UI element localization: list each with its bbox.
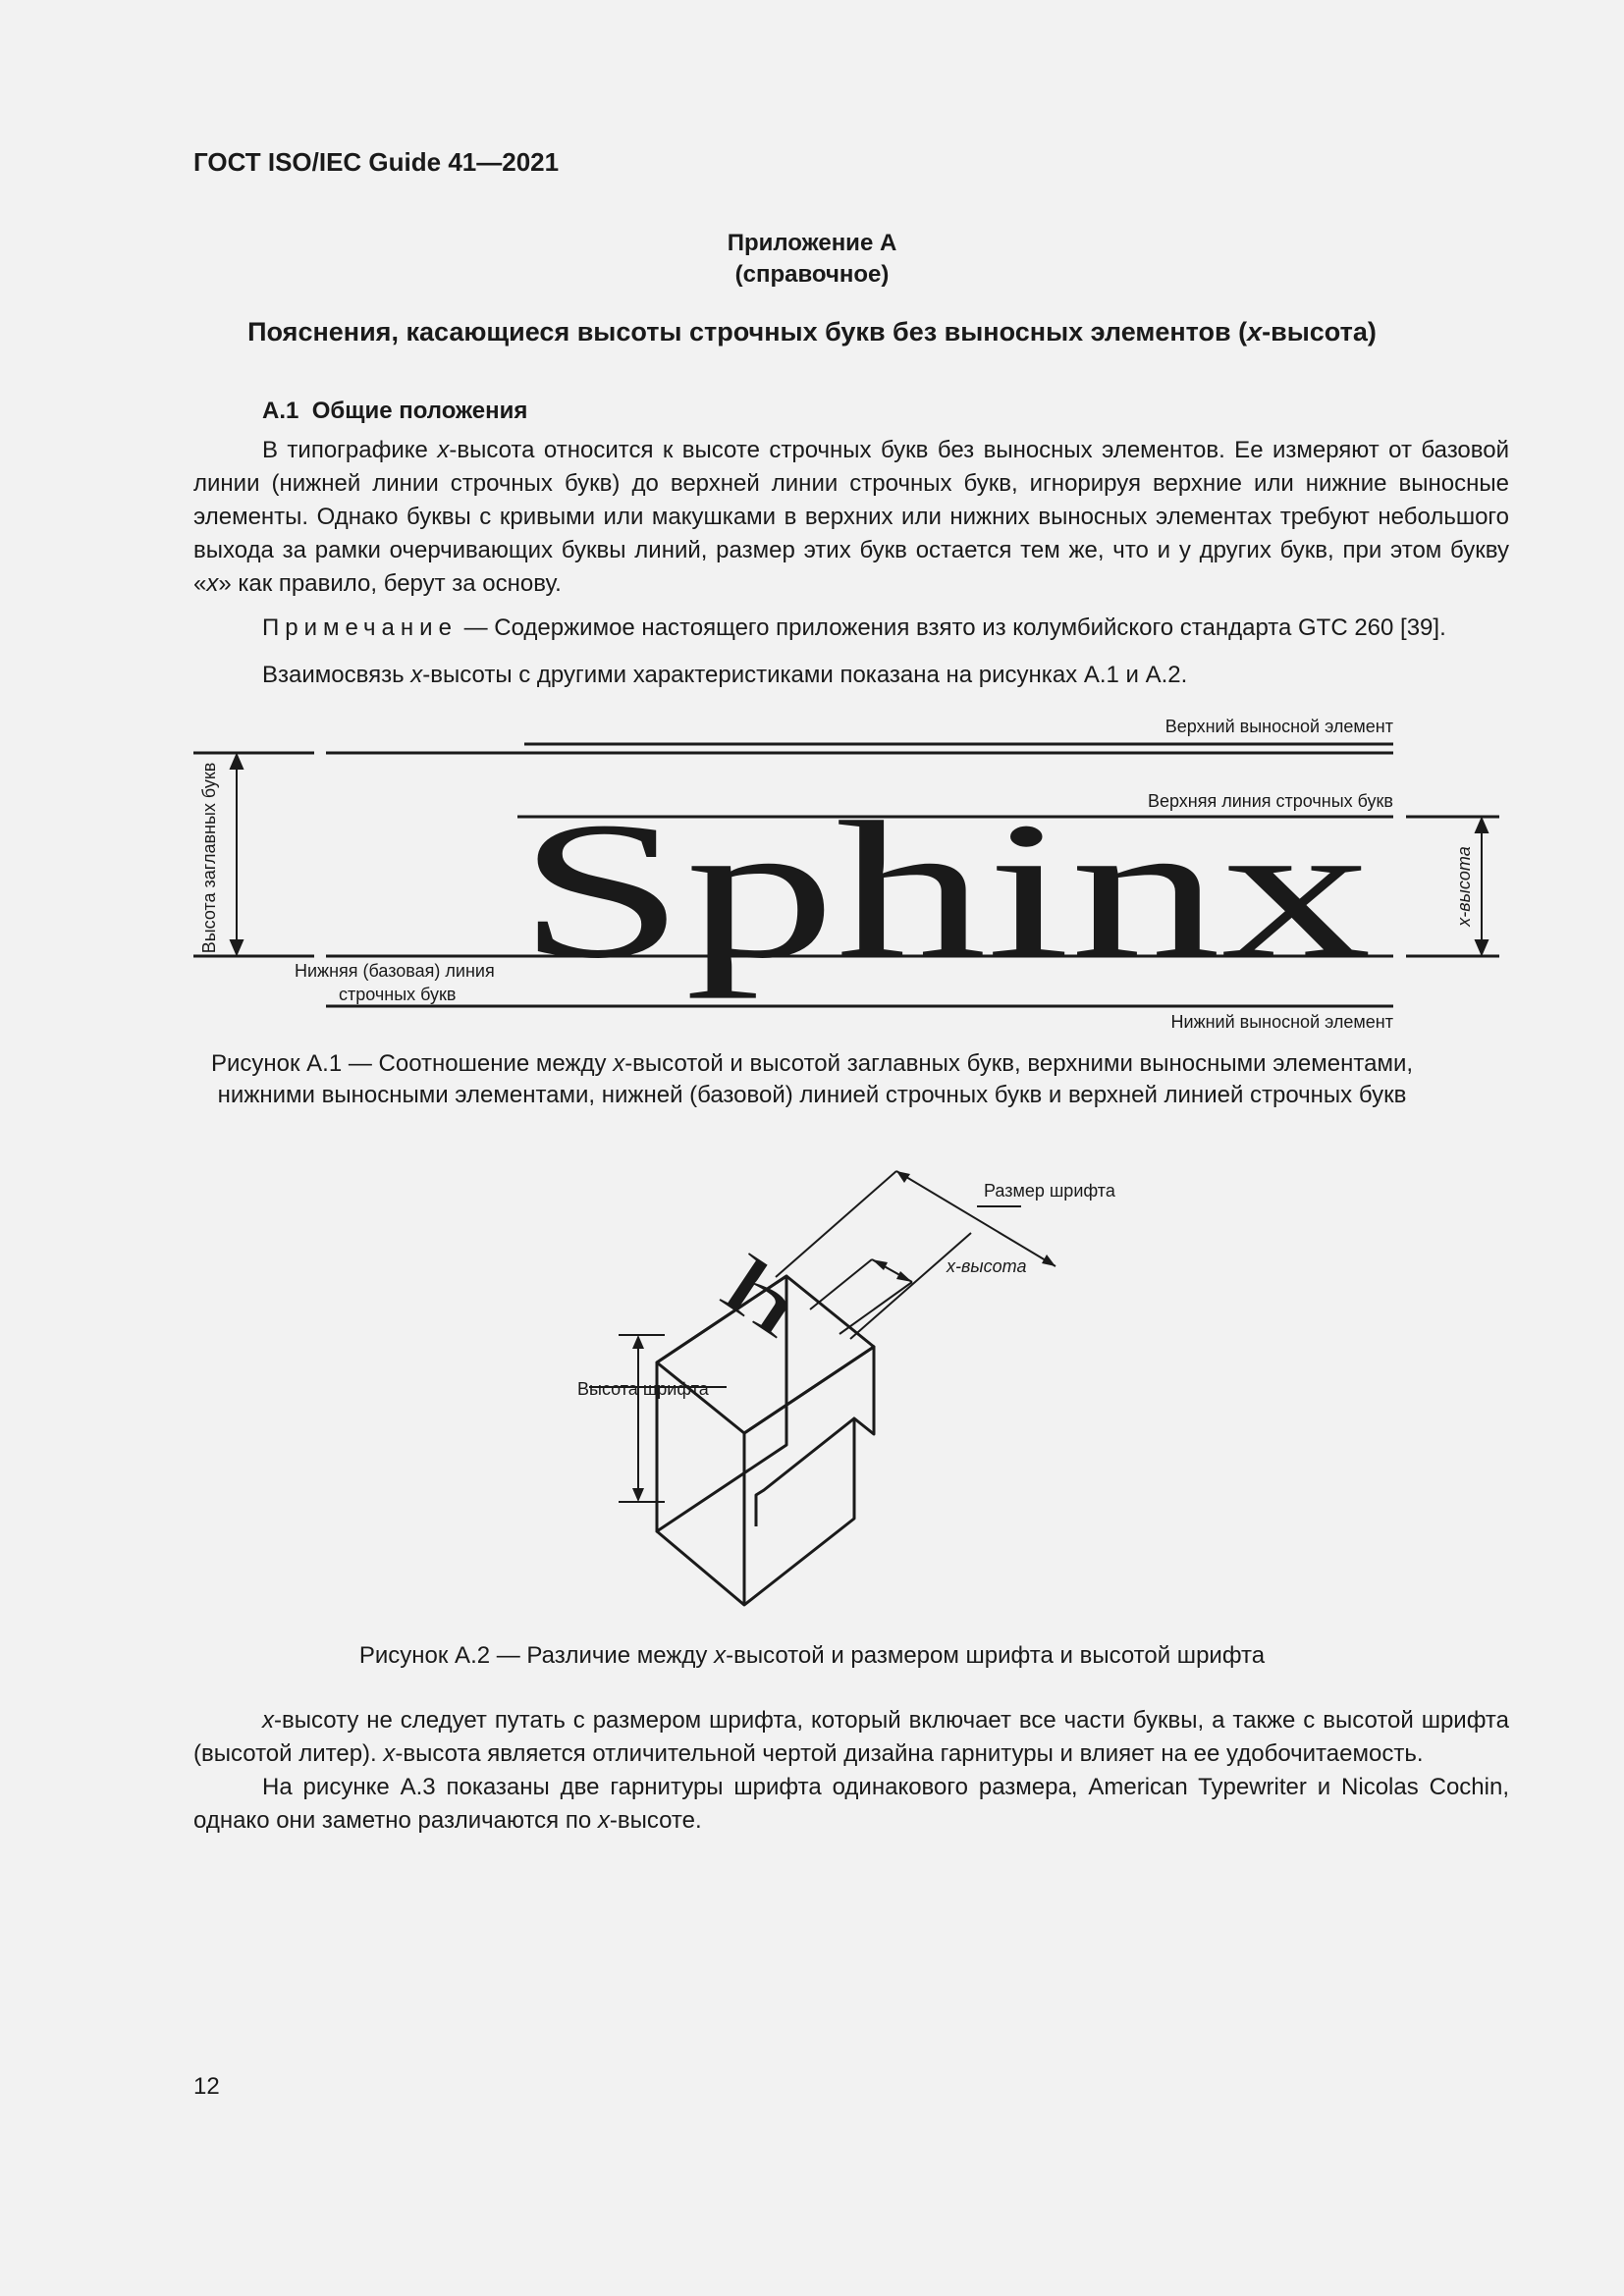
arrow-head-icon	[231, 755, 243, 769]
page-number: 12	[193, 2073, 220, 2100]
arrow-head-icon	[1476, 940, 1488, 954]
figure-1-caption	[0, 1048, 1624, 1111]
arrow-head-icon	[231, 940, 243, 954]
arrow-head-icon	[872, 1259, 888, 1270]
arrow-head-icon	[1476, 819, 1488, 832]
label-ascender: Верхний выносной элемент	[1164, 717, 1393, 736]
label-descender: Нижний выносной элемент	[1170, 1012, 1393, 1032]
arrow-head-icon	[632, 1488, 644, 1502]
annex-title: Пояснения, касающиеся высоты строчных букв без выносных элементов (x-высота)	[247, 317, 1377, 347]
note-text: — Содержимое настоящего приложения взято из колумбийского стандарта GTC 260 [39].	[457, 614, 1446, 641]
figure-1-caption-line-1: Рисунок А.1 — Соотношение между x-высотой и высотой заглавных букв, верхними выносными элементами,	[210, 1050, 1414, 1077]
arrow-head-icon	[1042, 1255, 1056, 1266]
note	[262, 614, 1446, 642]
label-baseline-1: Нижняя (базовая) линия	[295, 961, 495, 981]
annex-number: Приложение А	[727, 230, 897, 256]
document-header: ГОСТ ISO/IEC Guide 41—2021	[193, 147, 560, 177]
figure-1-caption-line-2: нижними выносными элементами, нижней (базовой) линией строчных букв и верхней линией строчных букв	[217, 1082, 1407, 1108]
section-heading: А.1 Общие положения	[262, 398, 528, 424]
paragraph-1: В типографике x-высота относится к высоте строчных букв без выносных элементов. Ее измеряют от базовой линии (нижней линии строчных букв) до верхней линии строчных букв, игнорируя верхние или нижние выносные элементы. Однако буквы с кривыми или макушками в верхних или нижних выносных элементах требуют небольшого выхода за рамки очерчивающих буквы линий, размер этих букв остается тем же, что и у других букв, при этом букву «x» как правило, берут за основу.	[193, 437, 1510, 597]
x-height-extension-1	[810, 1259, 872, 1309]
arrow-head-icon	[896, 1271, 912, 1282]
figure-2-caption: Рисунок А.2 — Различие между x-высотой и размером шрифта и высотой шрифта	[358, 1642, 1266, 1669]
paragraphs-3-4	[193, 1704, 1509, 1838]
annex-kind: (справочное)	[734, 261, 890, 288]
arrow-head-icon	[896, 1171, 910, 1183]
label-x-height: x-высота	[947, 1256, 1027, 1276]
label-font-size: Размер шрифта	[984, 1181, 1115, 1201]
sphinx-word: Sphinx	[517, 782, 1372, 999]
annex-label	[0, 228, 1624, 291]
note-label: Примечание	[262, 614, 458, 641]
type-block-nick	[756, 1418, 854, 1526]
font-size-extension-2	[850, 1233, 971, 1339]
label-x-line: Верхняя линия строчных букв	[1147, 791, 1393, 811]
arrow-head-icon	[632, 1335, 644, 1349]
label-cap-height: Высота заглавных букв	[199, 762, 219, 954]
type-letter-h: h	[706, 1239, 818, 1355]
x-height-extension-2	[839, 1282, 912, 1334]
label-x-height: x-высота	[1454, 846, 1474, 927]
paragraph-2: Взаимосвязь x-высоты с другими характеристиками показана на рисунках А.1 и А.2.	[262, 662, 1188, 688]
paragraph-3: x-высоту не следует путать с размером шрифта, который включает все части буквы, а также с высотой шрифта (высотой литер). x-высота является отличительной чертой дизайна гарнитуры и влияет на ее удобочитаемость.	[193, 1707, 1509, 1767]
figure-type-block-diagram	[560, 1153, 1149, 1625]
figure-sphinx-diagram	[193, 709, 1509, 1033]
label-baseline-2: строчных букв	[339, 985, 457, 1004]
paragraph-4: На рисунке А.3 показаны две гарнитуры шрифта одинакового размера, American Typewriter и Nicolas Cochin, однако они заметно различаются по x-высоте.	[193, 1774, 1509, 1834]
label-type-height: Высота шрифта	[577, 1379, 709, 1399]
